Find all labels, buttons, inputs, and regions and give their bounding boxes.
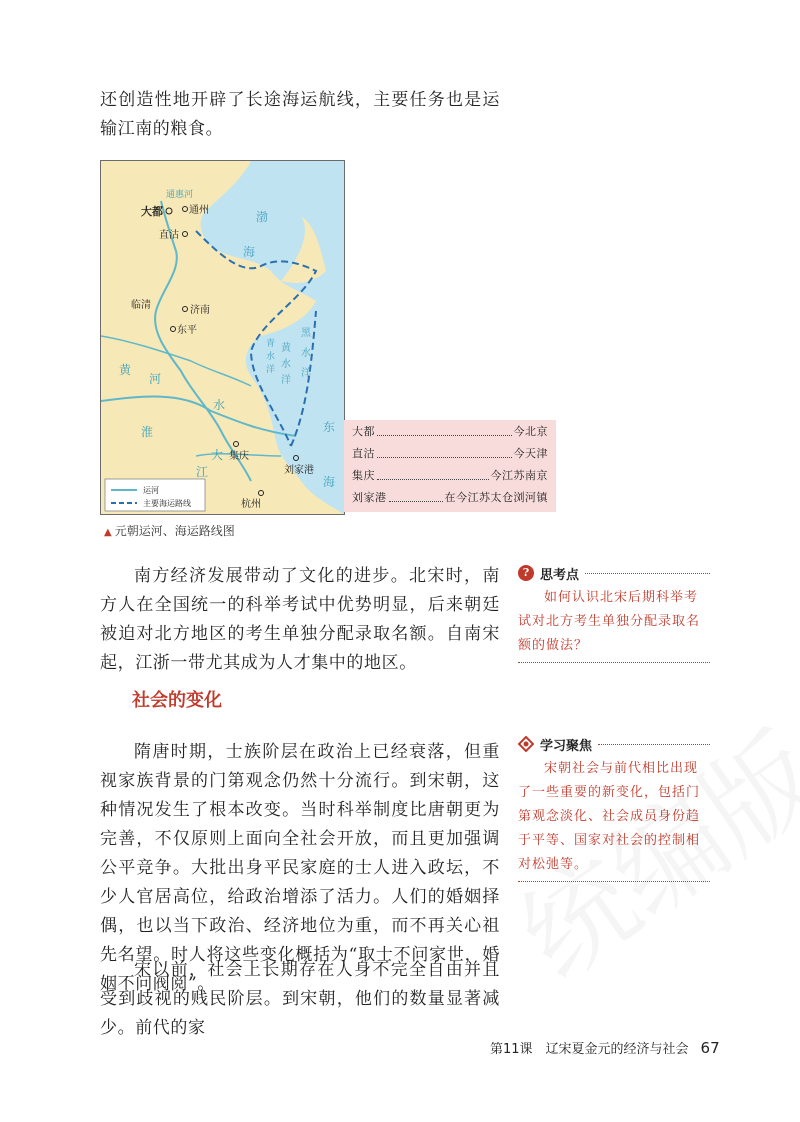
place-row [352,444,548,464]
leader-dots [377,422,512,436]
label-huanghai-2: 水 [281,359,291,370]
place-row [352,466,548,486]
label-huai: 淮 [141,425,154,439]
page-footer [490,1038,720,1057]
box-bottom-rule [518,662,710,663]
focus-icon [518,736,534,752]
place-name-table [344,420,556,512]
page-number: 67 [700,1039,720,1057]
place-name: 刘家港 [352,491,387,504]
label-hei-2: 水 [301,348,311,359]
question-icon: ? [518,565,534,581]
label-liujiagang: 刘家港 [284,465,314,476]
header-rule [585,573,710,574]
place-name: 集庆 [352,469,375,482]
yuan-canal-map [100,160,345,515]
place-modern: 在今江苏太仓浏河镇 [444,491,548,504]
label-linqing: 临清 [131,300,151,311]
label-huanghai-3: 洋 [281,375,291,386]
south-culture-paragraph: 南方经济发展带动了文化的进步。北宋时，南方人在全国统一的科举考试中优势明显，后来朝廷被迫对北方地区的考生单独分配录取名额。自南宋起，江浙一带尤其成为人才集中的地区。 [100,566,500,673]
label-huanghai-1: 黄 [281,343,291,354]
label-dadu: 大都 [141,205,163,218]
lesson-title: 第11课 辽宋夏金元的经济与社会 [490,1042,689,1057]
place-name: 直沽 [352,447,375,460]
intro-paragraph: 还创造性地开辟了长途海运航线，主要任务也是运输江南的粮食。 [100,90,500,139]
place-modern: 今天津 [513,447,548,460]
label-hei-3: 洋 [301,368,311,379]
society-paragraph-1: 隋唐时期，士族阶层在政治上已经衰落，但重视家族背景的门第观念仍然十分流行。到宋朝，这种情况发生了根本改变。当时科举制度比唐朝更为完善，不仅原则上面向全社会开放，而且更加强调公平竞争。大批出身平民家庭的士人进入政坛，不少人官居高位，给政治增添了活力。人们的婚姻择偶，也以当下政治、经济地位为重，而不再关心祖先名望。时人将这些变化概括为“取士不问家世，婚姻不问阀阅”。 [100,742,500,994]
map-caption [104,522,235,539]
label-hai: 海 [323,475,336,489]
leader-dots [377,444,512,458]
place-row [352,422,548,442]
legend-canal-label: 运河 [143,486,159,495]
map-legend [105,479,205,511]
label-huanghe-2: 河 [149,372,162,386]
place-row [352,488,548,508]
label-jiqing: 集庆 [229,451,249,462]
place-modern: 今北京 [513,425,548,438]
label-tonghui: 通惠河 [166,190,194,200]
label-huanghe-1: 黄 [119,363,132,377]
label-bohai-1: 渤 [256,210,269,224]
label-da: 大 [211,448,224,462]
label-dong: 东 [323,420,336,434]
leader-dots [377,466,489,480]
label-hei-1: 黑 [301,328,311,339]
label-qing-3: 洋 [266,365,276,375]
label-jinan: 济南 [190,305,210,316]
thinking-point-header [518,562,710,584]
section-title: 社会的变化 [132,690,222,711]
label-bohai-2: 海 [243,245,256,259]
label-dongping: 东平 [177,325,197,336]
label-hangzhou: 杭州 [241,499,261,510]
place-modern: 今江苏南京 [490,469,548,482]
learning-focus-title: 学习聚焦 [540,738,593,754]
leader-dots [389,488,443,502]
thinking-point-title: 思考点 [540,567,580,583]
legend-route-label: 主要海运路线 [143,499,191,508]
caption-triangle-icon: ▲ [104,527,112,538]
caption-text: 元朝运河、海运路线图 [114,524,235,538]
learning-focus-body: 宋朝社会与前代相比出现了一些重要的新变化，包括门第观念淡化、社会成员身份趋于平等、国家对社会的控制相对松弛等。 [518,761,701,872]
label-jiang: 江 [196,465,209,479]
thinking-point-body: 如何认识北宋后期科举考试对北方考生单独分配录取名额的做法？ [518,590,701,653]
label-zhigu: 直沽 [159,230,179,241]
place-name: 大都 [352,425,375,438]
label-qing-2: 水 [266,352,276,362]
thinking-point-box [518,562,710,663]
label-tongzhou: 通州 [189,205,209,216]
label-qing-1: 青 [266,339,276,349]
label-canal-shui: 水 [213,398,226,412]
society-paragraph-2: 宋以前，社会上长期存在人身不完全自由并且受到歧视的贱民阶层。到宋朝，他们的数量显著减少。前代的家 [100,960,500,1038]
